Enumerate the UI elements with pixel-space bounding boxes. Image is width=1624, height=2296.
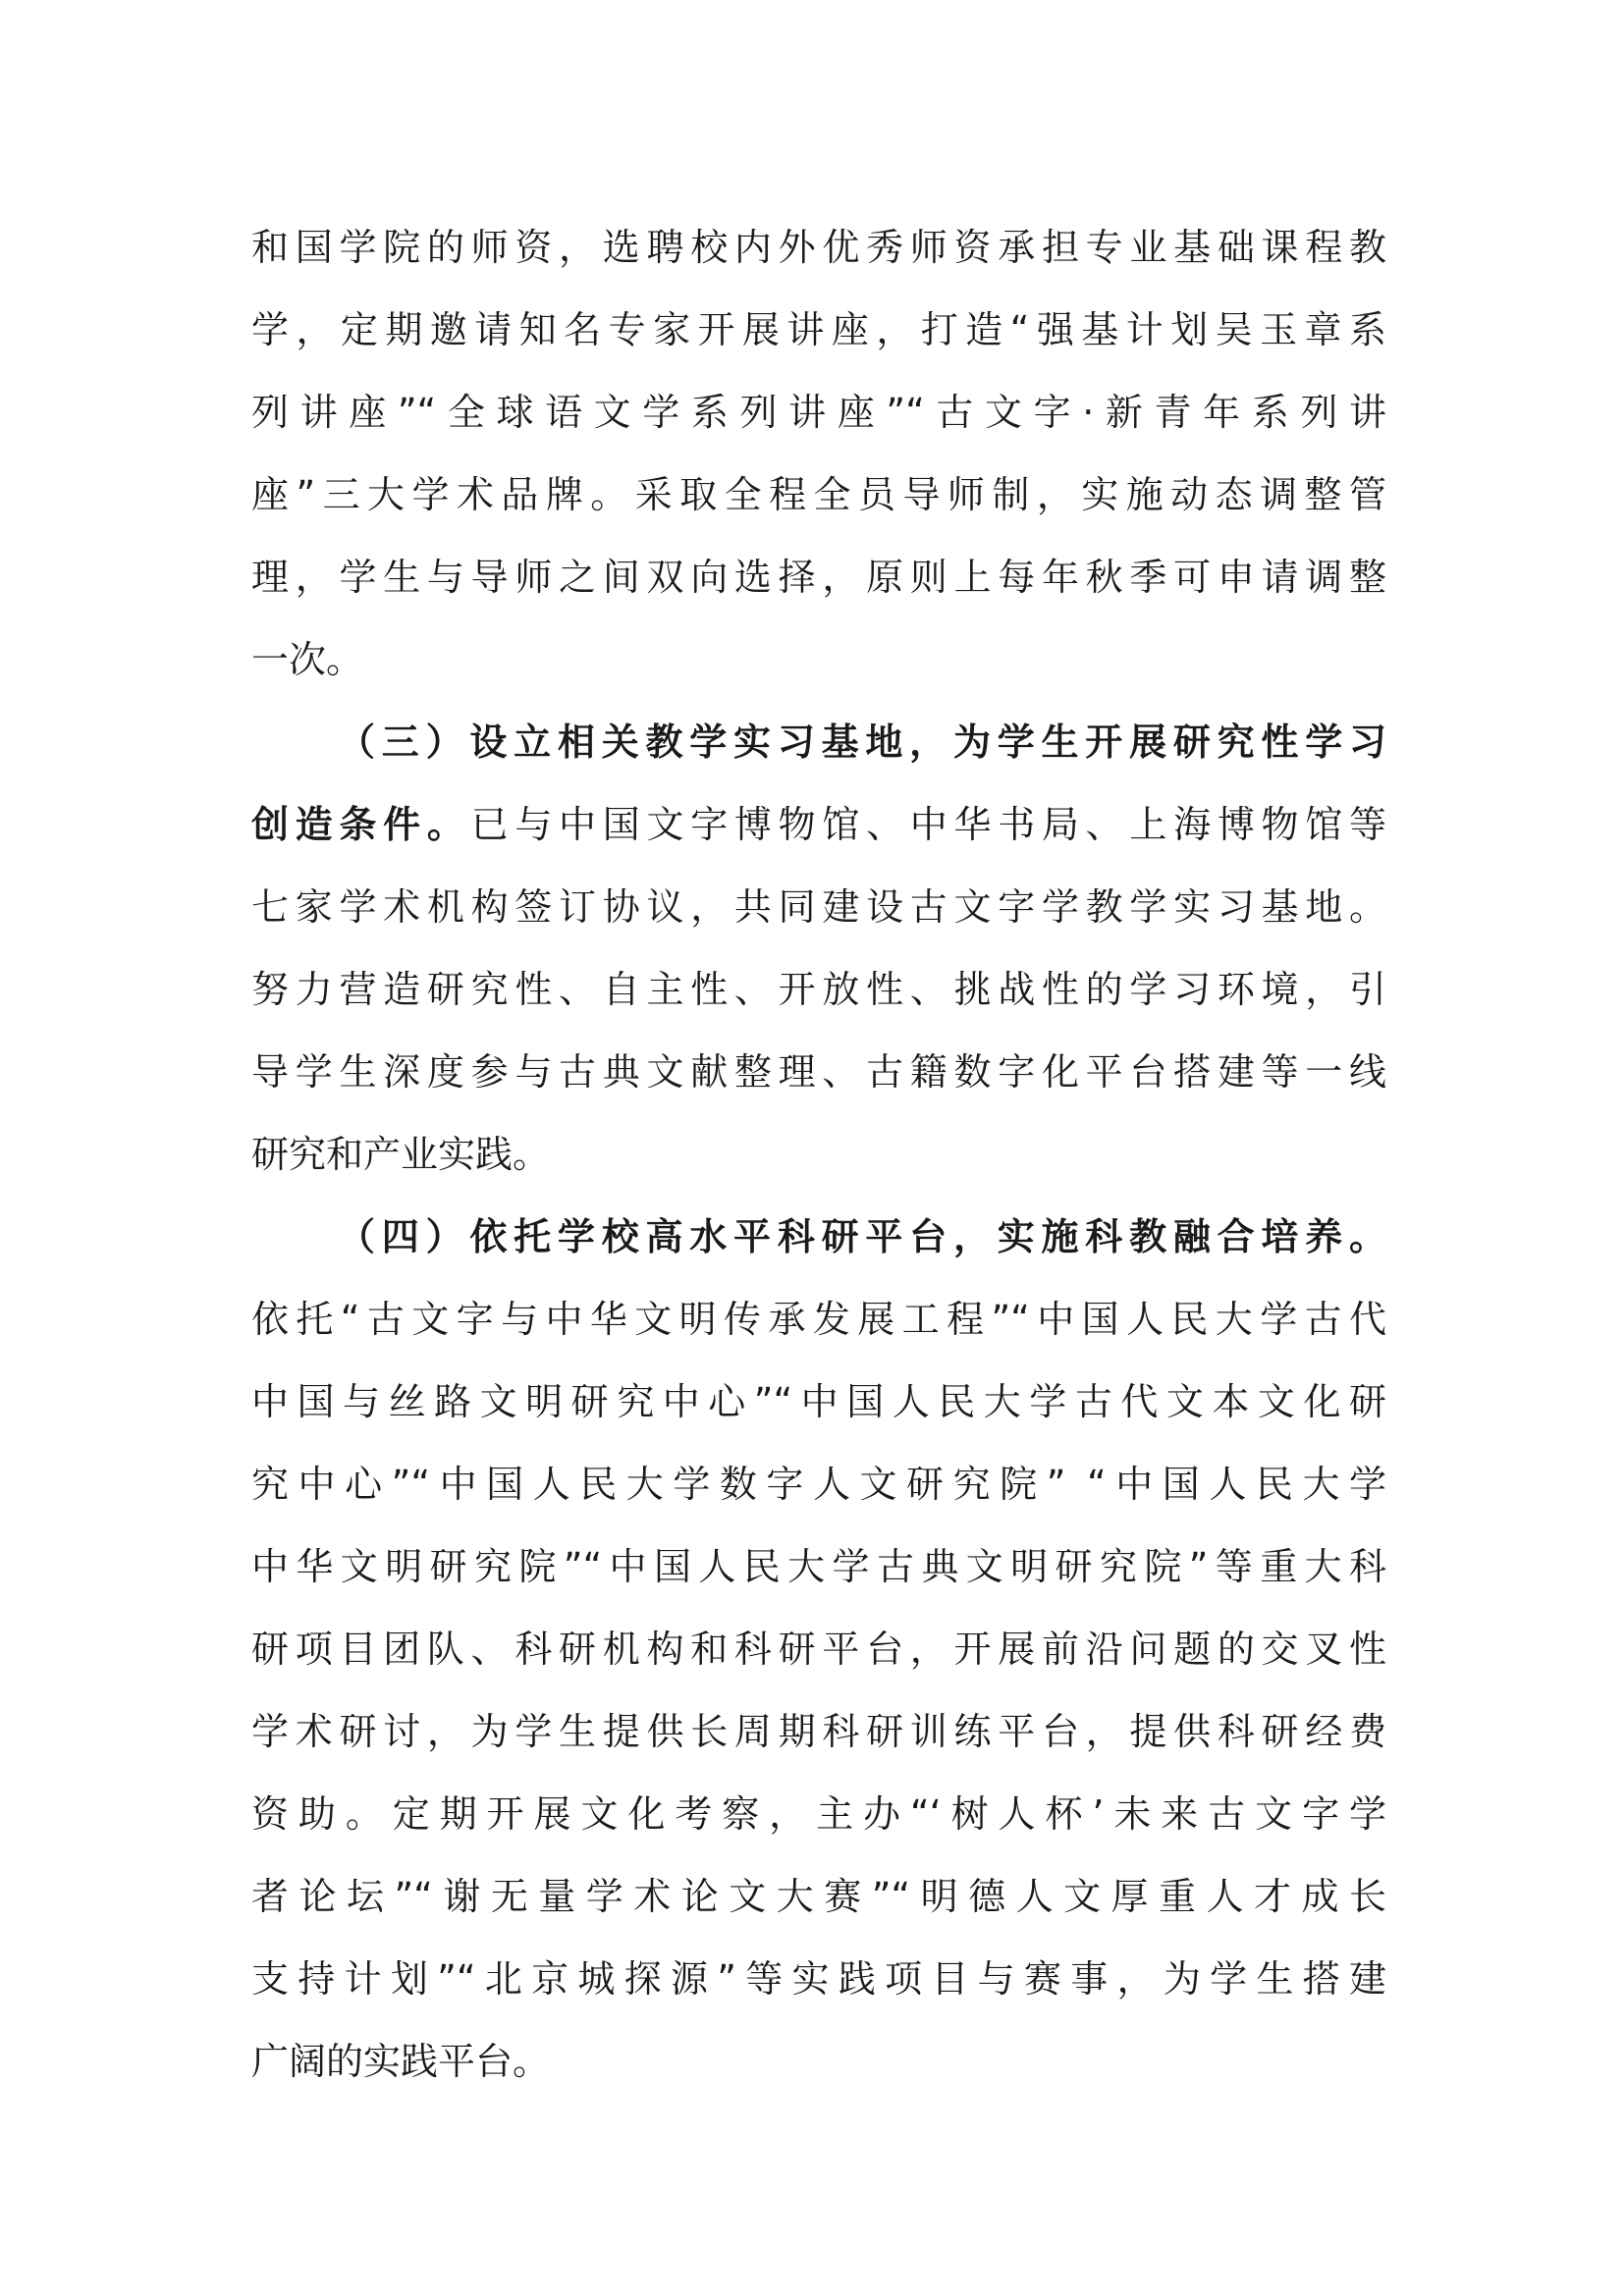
paragraph-line: 研项目团队、科研机构和科研平台，开展前沿问题的交叉性 [251,1628,1386,1671]
paragraph-line: 支持计划”“北京城探源”等实践项目与赛事，为学生搭建 [251,1957,1386,2001]
paragraph-continued [251,206,1386,701]
paragraph-line: 资助。定期开展文化考察，主办“‘树人杯’未来古文字学 [251,1792,1386,1836]
paragraph-line-text: 已与中国文字博物馆、中华书局、上海博物馆等 [470,803,1386,846]
paragraph-line: 者论坛”“谢无量学术论文大赛”“明德人文厚重人才成长 [251,1875,1386,1918]
paragraph-section-three [251,701,1386,1196]
paragraph-line: 研究和产业实践。 [251,1133,551,1176]
paragraph-line: 学术研讨，为学生提供长周期科研训练平台，提供科研经费 [251,1710,1386,1753]
section-heading: （三）设立相关教学实习基地，为学生开展研究性学习 [338,721,1386,764]
paragraph-line: 中国与丝路文明研究中心”“中国人民大学古代文本文化研 [251,1380,1386,1423]
paragraph-line: 列讲座”“全球语文学系列讲座”“古文字·新青年系列讲 [251,391,1386,434]
paragraph-line: 努力营造研究性、自主性、开放性、挑战性的学习环境，引 [251,968,1386,1011]
paragraph-line: 究中心”“中国人民大学数字人文研究院” “中国人民大学 [251,1463,1386,1506]
paragraph-line: 一次。 [251,638,364,681]
paragraph-line: 七家学术机构签订协议，共同建设古文字学教学实习基地。 [251,885,1386,929]
paragraph-line: 学，定期邀请知名专家开展讲座，打造“强基计划吴玉章系 [251,308,1386,351]
paragraph-line [251,783,1386,866]
paragraph-line: 座”三大学术品牌。采取全程全员导师制，实施动态调整管 [251,473,1386,516]
section-heading-end: 创造条件。 [251,803,471,846]
paragraph-line: 导学生深度参与古典文献整理、古籍数字化平台搭建等一线 [251,1050,1386,1094]
paragraph-section-four [251,1196,1386,2103]
paragraph-line: 和国学院的师资，选聘校内外优秀师资承担专业基础课程教 [251,226,1386,269]
section-heading: （四）依托学校高水平科研平台，实施科教融合培养。 [338,1215,1386,1258]
paragraph-line: 广阔的实践平台。 [251,2040,551,2083]
paragraph-line: 理，学生与导师之间双向选择，原则上每年秋季可申请调整 [251,556,1386,599]
paragraph-line: 依托“古文字与中华文明传承发展工程”“中国人民大学古代 [251,1298,1386,1341]
paragraph-line: 中华文明研究院”“中国人民大学古典文明研究院”等重大科 [251,1545,1386,1588]
